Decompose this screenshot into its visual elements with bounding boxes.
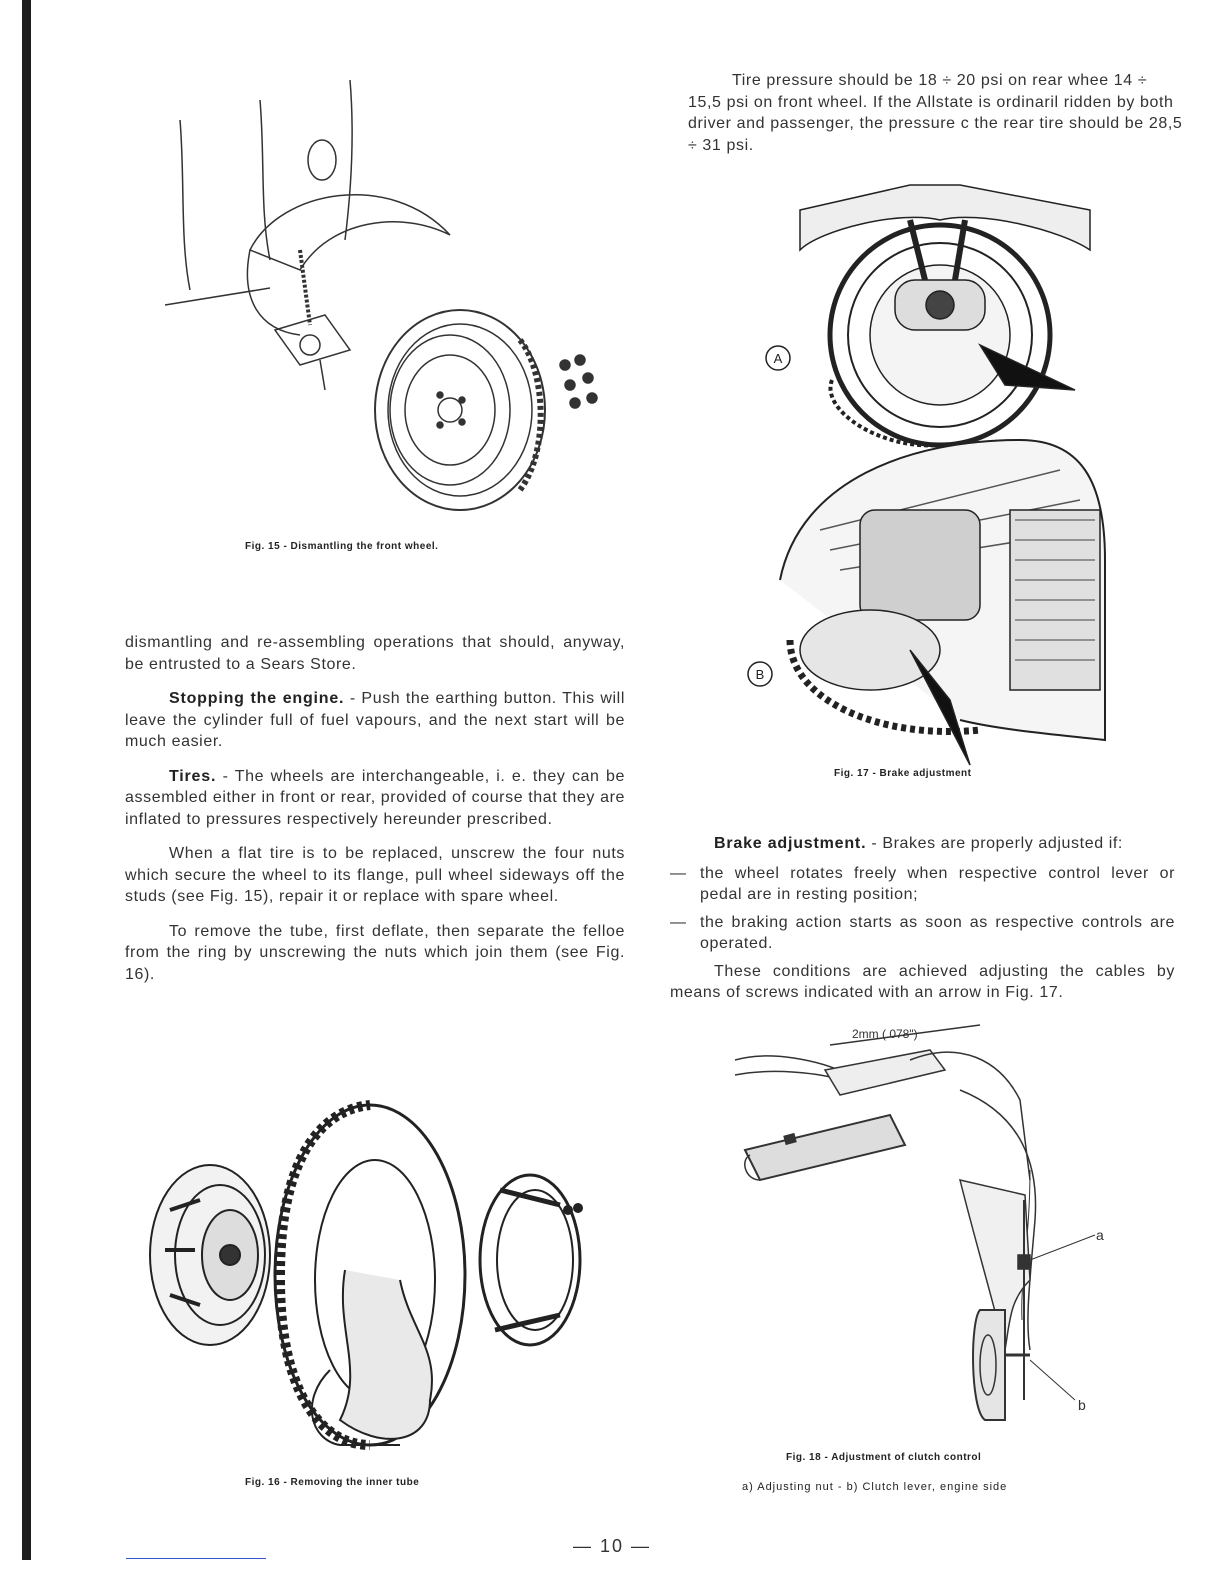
continuation-paragraph: dismantling and re-assembling operations that should, anyway, be entrusted to a Sears Store. [125,634,625,673]
tire-pressure-paragraph [688,70,1184,156]
figure-16-illustration [140,1100,600,1460]
link-underline [126,1558,266,1559]
stopping-engine-text: - Push the earthing button. This will leave the cylinder full of fuel vapours, and the next start will be much easier. [125,690,625,750]
figure-17-label-b: B [755,667,765,682]
figure-18-caption: Fig. 18 - Adjustment of clutch control [786,1452,982,1463]
brake-condition-item [670,912,1175,955]
tire-pressure-text: Tire pressure should be 18 ÷ 20 psi on rear whee 14 ÷ 15,5 psi on front wheel. If the Allstate is ordinaril ridden by both driver and passenger, the pressure c the rear tire should be 28,5 ÷ 31 psi. [688,72,1183,154]
brake-adjustment-heading: Brake adjustment. [714,835,867,852]
brake-condition-item [670,863,1175,906]
stopping-engine-heading: Stopping the engine. [169,690,345,707]
figure-17-caption: Fig. 17 - Brake adjustment [834,768,972,779]
brake-adjustment-section [670,833,1175,1017]
flat-tire-paragraph: When a flat tire is to be replaced, unscrew the four nuts which secure the wheel to its flange, pull wheel sideways off the studs (see Fig. 15), repair it or replace with spare wheel. [125,845,625,905]
page-number: — 10 — [572,1536,652,1556]
brake-intro-text: - Brakes are properly adjusted if: [871,835,1123,852]
brake-intro-paragraph [670,833,1175,855]
figure-17-illustration [755,180,1110,770]
brake-condition-text: the wheel rotates freely when respective control lever or pedal are in resting position; [700,864,1175,903]
figure-15-illustration [150,60,620,520]
stopping-engine-paragraph [125,688,625,753]
figure-18-subcaption: a) Adjusting nut - b) Clutch lever, engine side [742,1481,1008,1493]
dash-mark: — [670,864,687,882]
tires-text: - The wheels are interchangeable, i. e. they can be assembled either in front or rear, provided of course that they are inflated to pressures respectively hereunder prescribed. [125,767,626,828]
figure-18-label-a: a [1096,1227,1104,1243]
left-text-column [125,632,625,998]
tires-paragraph [125,766,625,831]
figure-18-measure-label: 2mm (.078") [852,1027,918,1041]
binding-edge [22,0,31,1560]
figure-17-label-a: A [773,351,783,366]
brake-condition-text: the braking action starts as soon as respective controls are operated. [700,913,1175,952]
dash-mark: — [670,913,687,931]
figure-18-illustration [730,1020,1110,1440]
brake-conclusion-paragraph: These conditions are achieved adjusting the cables by means of screws indicated with an arrow in Fig. 17. [670,962,1175,1001]
remove-tube-paragraph: To remove the tube, first deflate, then separate the felloe from the ring by unscrewing the nuts which join them (see Fig. 16). [125,922,625,983]
tires-heading: Tires. [169,767,217,785]
figure-15-caption: Fig. 15 - Dismantling the front wheel. [245,541,439,552]
figure-18-label-b: b [1078,1397,1086,1413]
figure-16-caption: Fig. 16 - Removing the inner tube [245,1477,420,1488]
